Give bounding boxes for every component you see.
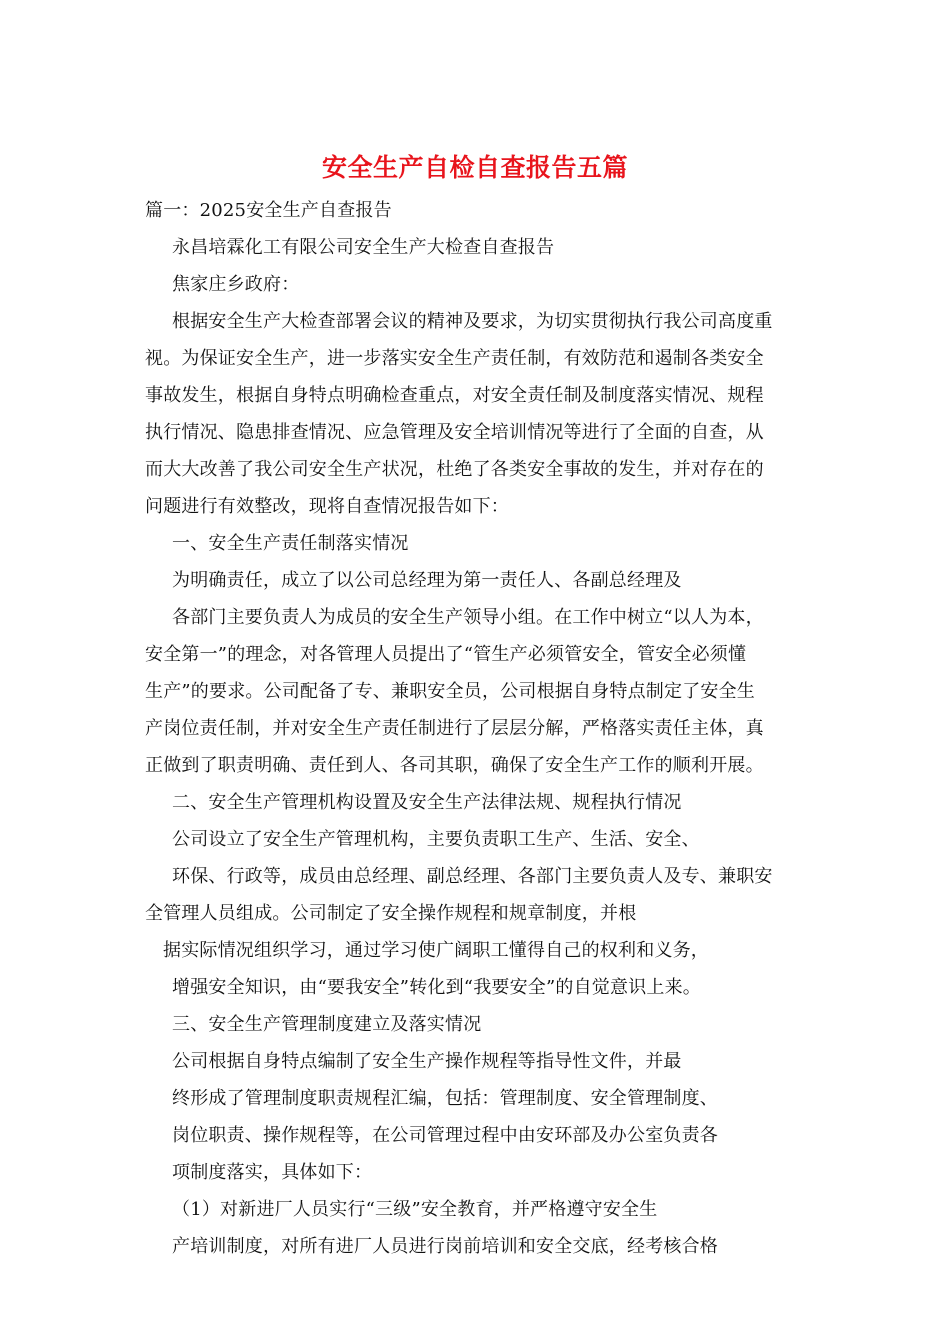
paragraph-line: 根据安全生产大检查部署会议的精神及要求，为切实贯彻执行我公司高度重	[172, 311, 773, 332]
paragraph-line: 正做到了职责明确、责任到人、各司其职，确保了安全生产工作的顺利开展。	[145, 755, 764, 776]
paragraph-line: 各部门主要负责人为成员的安全生产领导小组。在工作中树立“以人为本，	[172, 607, 764, 628]
paragraph-line: 终形成了管理制度职责规程汇编，包括：管理制度、安全管理制度、	[172, 1088, 718, 1109]
section-heading: 二、安全生产管理机构设置及安全生产法律法规、规程执行情况	[172, 792, 682, 813]
paragraph-line: 视。为保证安全生产，进一步落实安全生产责任制，有效防范和遏制各类安全	[145, 348, 764, 369]
paragraph-line: 为明确责任，成立了以公司总经理为第一责任人、各副总经理及	[172, 570, 682, 591]
paragraph-line: 项制度落实，具体如下：	[172, 1162, 373, 1183]
section-heading: 一、安全生产责任制落实情况	[172, 533, 409, 554]
paragraph-line: 产培训制度，对所有进厂人员进行岗前培训和安全交底，经考核合格	[172, 1236, 718, 1257]
paragraph-line: 篇一：2025安全生产自查报告	[145, 200, 392, 221]
paragraph-line: 增强安全知识，由“要我安全”转化到“我要安全”的自觉意识上来。	[172, 977, 702, 998]
paragraph-line: 生产”的要求。公司配备了专、兼职安全员，公司根据自身特点制定了安全生	[145, 681, 755, 702]
paragraph-line: 岗位职责、操作规程等，在公司管理过程中由安环部及办公室负责各	[172, 1125, 718, 1146]
paragraph-line: 据实际情况组织学习，通过学习使广阔职工懂得自己的权利和义务，	[163, 940, 709, 961]
paragraph-line: 永昌培霖化工有限公司安全生产大检查自查报告	[172, 237, 555, 258]
paragraph-line: 事故发生，根据自身特点明确检查重点，对安全责任制及制度落实情况、规程	[145, 385, 764, 406]
paragraph-line: 而大大改善了我公司安全生产状况，杜绝了各类安全事故的发生，并对存在的	[145, 459, 764, 480]
paragraph-line: 执行情况、隐患排查情况、应急管理及安全培训情况等进行了全面的自查，从	[145, 422, 764, 443]
section-heading: 三、安全生产管理制度建立及落实情况	[172, 1014, 482, 1035]
paragraph-line: 公司根据自身特点编制了安全生产操作规程等指导性文件，并最	[172, 1051, 682, 1072]
document-title: 安全生产自检自查报告五篇	[321, 153, 628, 182]
list-item: （1）对新进厂人员实行“三级”安全教育，并严格遵守安全生	[172, 1199, 658, 1220]
paragraph-line: 焦家庄乡政府：	[172, 274, 300, 295]
paragraph-line: 全管理人员组成。公司制定了安全操作规程和规章制度，并根	[145, 903, 637, 924]
paragraph-line: 产岗位责任制，并对安全生产责任制进行了层层分解，严格落实责任主体，真	[145, 718, 764, 739]
paragraph-line: 问题进行有效整改，现将自查情况报告如下：	[145, 496, 509, 517]
paragraph-line: 公司设立了安全生产管理机构，主要负责职工生产、生活、安全、	[172, 829, 700, 850]
paragraph-line: 安全第一”的理念，对各管理人员提出了“管生产必须管安全，管安全必须懂	[145, 644, 747, 665]
paragraph-line: 环保、行政等，成员由总经理、副总经理、各部门主要负责人及专、兼职安	[172, 866, 773, 887]
